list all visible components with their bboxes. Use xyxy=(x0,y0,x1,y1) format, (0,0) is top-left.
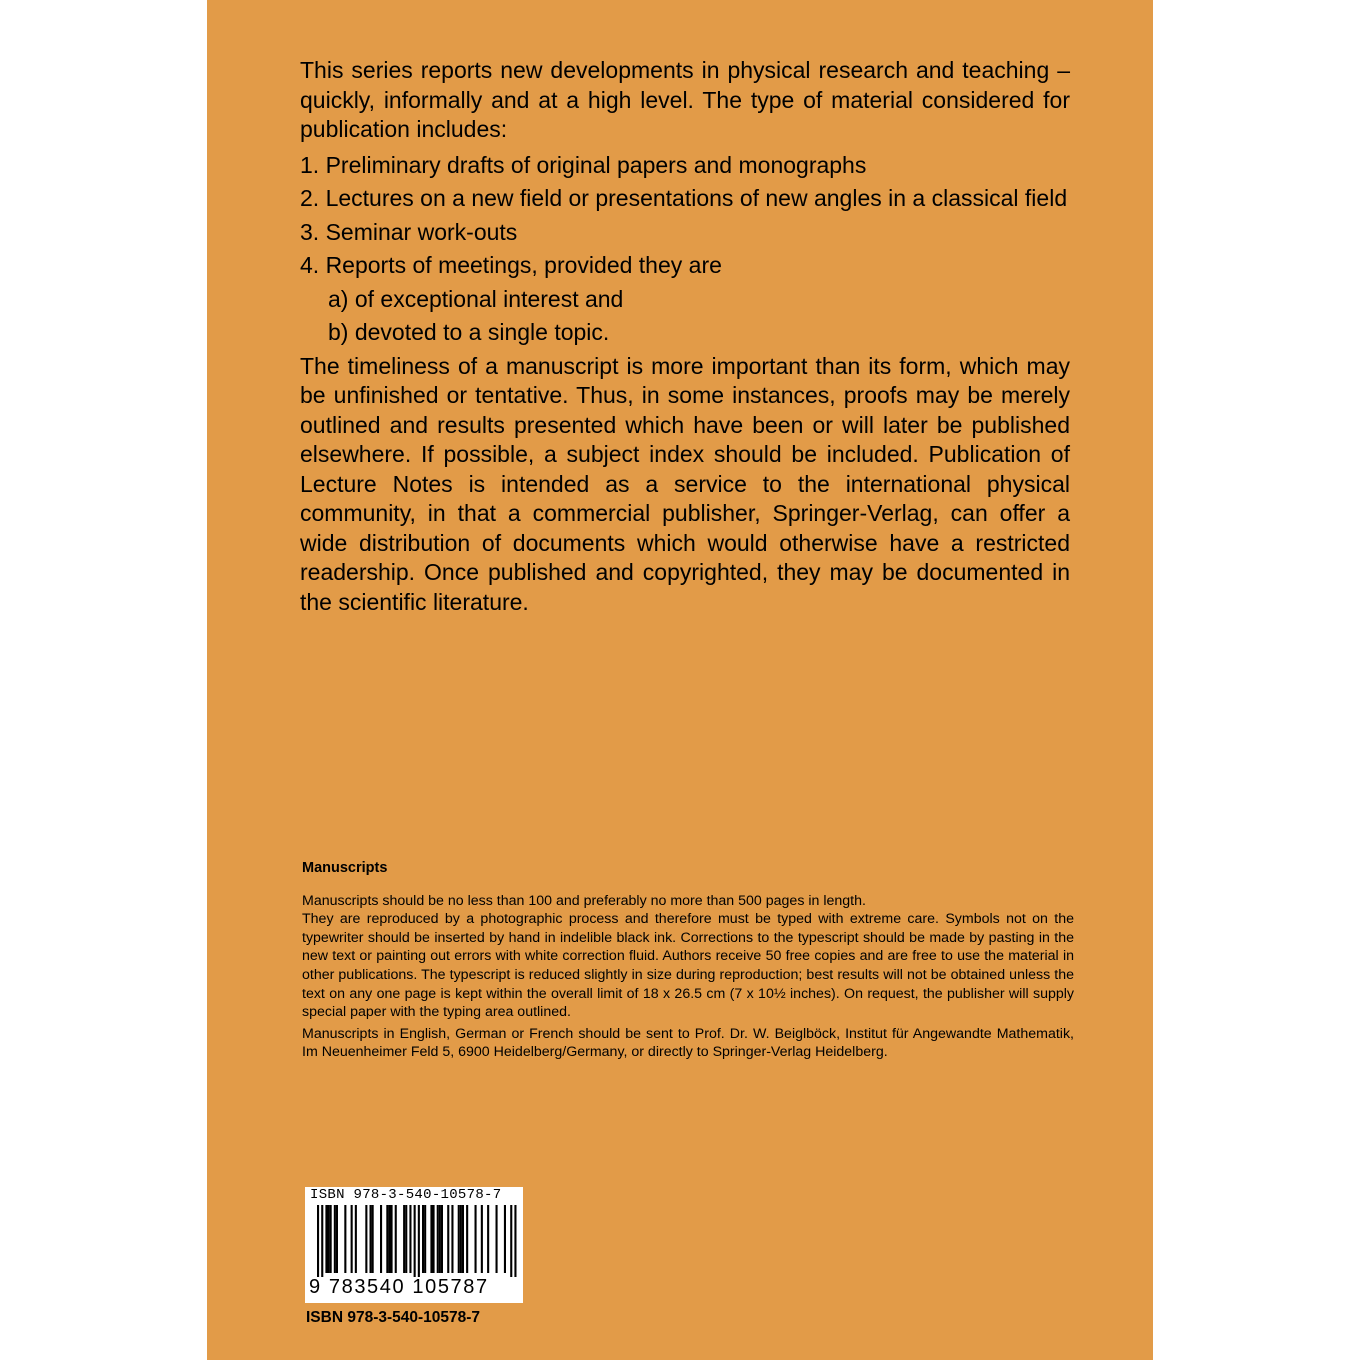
barcode xyxy=(305,1187,523,1303)
barcode-bar xyxy=(510,1205,512,1277)
barcode-bar xyxy=(458,1205,460,1273)
barcode-bar xyxy=(336,1205,338,1273)
list-item: 1. Preliminary drafts of original papers and monographs xyxy=(300,151,867,178)
barcode-bar xyxy=(414,1205,416,1277)
manuscripts-paragraph: Manuscripts in English, German or French should be sent to Prof. Dr. W. Beiglböck, Institut für Angewandte Mathematik, Im Neuenheimer Feld 5, 6900 Heidelberg/Germany, or directly to Springer-Verlag Heidelberg. xyxy=(302,1025,1074,1061)
barcode-bar xyxy=(321,1205,323,1277)
barcode-bar xyxy=(372,1205,374,1273)
barcode-digits: 9 783540 105787 xyxy=(309,1276,489,1298)
manuscripts-section xyxy=(302,859,1074,1062)
barcode-bar xyxy=(325,1205,327,1273)
barcode-bar xyxy=(330,1205,332,1273)
barcode-bar xyxy=(433,1205,435,1273)
barcode-bar xyxy=(475,1205,477,1273)
barcode-bar xyxy=(430,1205,432,1273)
barcode-bar xyxy=(403,1205,405,1273)
sub-list-item: a) of exceptional interest and xyxy=(328,285,624,312)
body-paragraph: The timeliness of a manuscript is more important than its form, which may be unfinished or tentative. Thus, in some instances, proofs may be merely outlined and results presented which have been or will later be published elsewhere. If possible, a subject index should be included. Publication of Lecture Notes is intended as a service to the international physical community, in that a commercial publisher, Springer-Verlag, can offer a wide distribution of documents which would otherwise have a restricted readership. Once published and copyrighted, they may be documented in the scientific literature. xyxy=(300,352,1070,615)
barcode-bar xyxy=(386,1205,388,1273)
barcode-bar xyxy=(355,1205,357,1273)
barcode-bar xyxy=(422,1205,424,1273)
barcode-bar xyxy=(405,1205,407,1273)
manuscripts-paragraph: Manuscripts should be no less than 100 and preferably no more than 500 pages in length. xyxy=(302,892,866,909)
manuscripts-paragraph: They are reproduced by a photographic process and therefore must be typed with extreme care. Symbols not on the typewriter should be inserted by hand in indelible black ink. Corrections to the typescript should be made by pasting in the new text or painting out errors with white correction fluid. Authors receive 50 free copies and are free to use the material in other publications. The typescript is reduced slightly in size during reproduction; best results will not be obtained unless the text on any one page is kept within the overall limit of 18 x 26.5 cm (7 x 10½ inches). On request, the publisher will supply special paper with the typing area outlined. xyxy=(302,911,1074,1021)
barcode-bar xyxy=(451,1205,453,1273)
barcode-isbn-label: ISBN 978-3-540-10578-7 xyxy=(310,1187,502,1203)
barcode-bar xyxy=(439,1205,441,1273)
list-item: 4. Reports of meetings, provided they are xyxy=(300,252,722,278)
barcode-bar xyxy=(481,1205,483,1273)
list-item: 3. Seminar work-outs xyxy=(300,218,518,245)
barcode-bar xyxy=(344,1205,346,1273)
barcode-bar xyxy=(462,1205,464,1273)
barcode-bar xyxy=(391,1205,393,1273)
barcode-bar xyxy=(388,1205,390,1273)
barcode-bar xyxy=(437,1205,439,1273)
barcode-bar xyxy=(487,1205,489,1273)
list-item: 2. Lectures on a new field or presentations of new angles in a classical field xyxy=(300,185,1068,211)
barcode-bar xyxy=(424,1205,426,1273)
barcode-bars xyxy=(305,1205,523,1277)
isbn-footer: ISBN 978-3-540-10578-7 xyxy=(306,1309,481,1326)
barcode-bar xyxy=(395,1205,397,1273)
barcode-bar xyxy=(460,1205,462,1273)
manuscripts-heading: Manuscripts xyxy=(302,860,388,876)
barcode-bar xyxy=(514,1205,516,1277)
barcode-bar xyxy=(334,1205,336,1273)
barcode-bar xyxy=(351,1205,353,1273)
barcode-bar xyxy=(365,1205,367,1273)
barcode-bar xyxy=(504,1205,506,1273)
barcode-bar xyxy=(370,1205,372,1273)
barcode-bar xyxy=(496,1205,498,1273)
barcode-bar xyxy=(447,1205,449,1273)
barcode-bar xyxy=(441,1205,443,1273)
series-description xyxy=(300,56,1070,617)
barcode-bar xyxy=(317,1205,319,1277)
barcode-bar xyxy=(328,1205,330,1273)
intro-paragraph: This series reports new developments in physical research and teaching – quickly, informally and at a high level. The type of material considered for publication includes: xyxy=(300,57,1070,142)
sub-list-item: b) devoted to a single topic. xyxy=(328,319,610,345)
barcode-bar xyxy=(409,1205,411,1273)
barcode-bar xyxy=(466,1205,468,1273)
barcode-bar xyxy=(418,1205,420,1277)
barcode-bar xyxy=(380,1205,382,1273)
